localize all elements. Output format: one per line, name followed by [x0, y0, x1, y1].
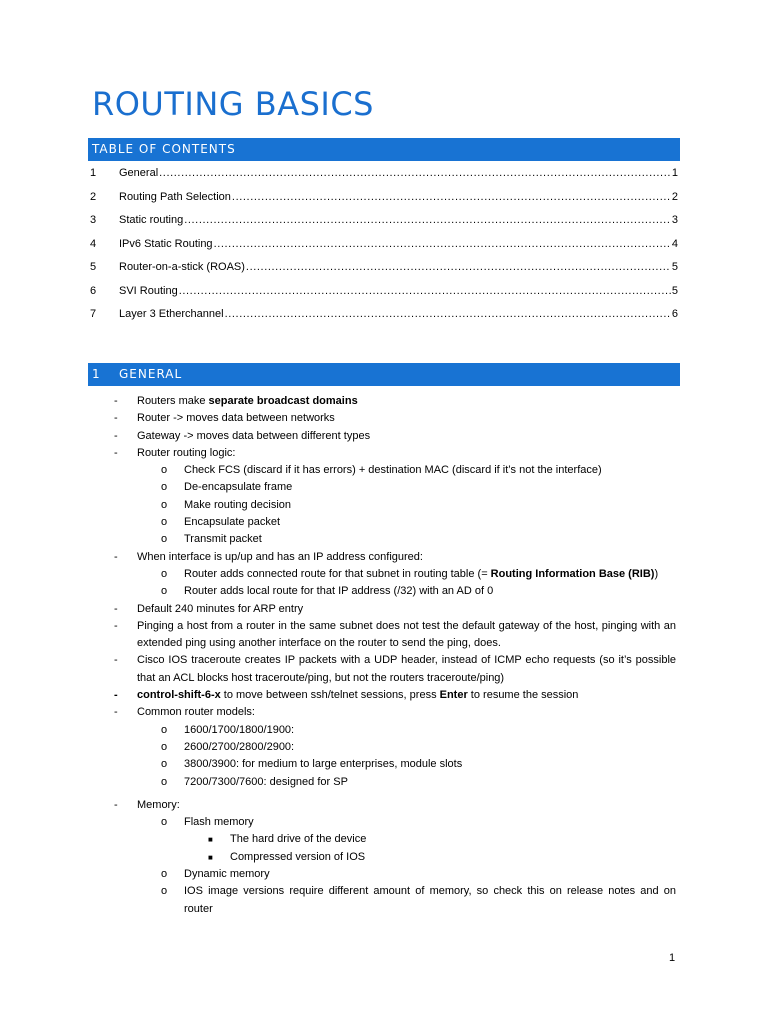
dash-bullet: - — [114, 412, 118, 425]
circle-bullet: o — [161, 533, 168, 546]
sub-list-item — [90, 814, 676, 831]
table-of-contents — [90, 167, 678, 332]
dash-bullet: - — [114, 619, 118, 632]
list-item-text: Dynamic memory — [184, 868, 270, 881]
emphasis-text: control-shift-6-x — [137, 689, 221, 702]
list-item-text: ) — [654, 567, 659, 580]
list-item-text: Compressed version of IOS — [230, 850, 366, 863]
dash-bullet: - — [114, 550, 118, 563]
toc-entry-number: 1 — [90, 167, 97, 179]
toc-entry-page: 5 — [671, 284, 678, 297]
toc-entry-label: Routing Path Selection — [119, 190, 231, 203]
dash-bullet: - — [114, 654, 118, 667]
section-title: GENERAL — [119, 367, 183, 381]
dash-bullet: - — [114, 706, 118, 719]
sub-list-item — [90, 883, 676, 918]
toc-leader-dots — [246, 261, 671, 273]
sub-list-item — [90, 722, 676, 739]
list-item — [90, 428, 676, 445]
circle-bullet: o — [161, 585, 168, 598]
toc-entry-label: Router-on-a-stick (ROAS) — [119, 261, 245, 273]
list-item — [90, 445, 676, 462]
toc-entry-number: 7 — [90, 308, 97, 320]
dash-bullet: - — [114, 602, 118, 615]
dash-bullet: - — [114, 429, 118, 442]
list-item-text: 3800/3900: for medium to large enterprises, module slots — [184, 758, 463, 771]
sub-list-item — [90, 514, 676, 531]
toc-entry-label: Static routing — [119, 214, 184, 226]
document-title: ROUTING BASICS — [92, 85, 374, 123]
toc-entry-static-routing[interactable] — [90, 214, 678, 238]
toc-entry-page: 5 — [671, 261, 678, 273]
list-item-text: 2600/2700/2800/2900: — [184, 740, 295, 753]
circle-bullet: o — [161, 816, 168, 829]
toc-header — [88, 138, 680, 161]
list-item — [90, 687, 676, 704]
list-item-text: De-encapsulate frame — [184, 481, 293, 494]
sub-list-item — [90, 583, 676, 600]
list-item-text: IOS image versions require different amount of memory, so check this on release notes and on router — [184, 885, 676, 915]
circle-bullet: o — [161, 885, 168, 898]
list-item-text: Pinging a host from a router in the same subnet does not test the default gateway of the host, pinging with an extended ping using another interface on the router to send the ping, does. — [137, 619, 676, 650]
sub-list-item — [90, 479, 676, 496]
toc-entry-router-on-a-stick[interactable] — [90, 261, 678, 285]
toc-entry-label: SVI Routing — [119, 284, 178, 297]
toc-header-label: TABLE OF CONTENTS — [92, 142, 236, 156]
toc-entry-page: 6 — [671, 308, 678, 320]
toc-leader-dots — [214, 238, 671, 250]
list-item — [90, 601, 676, 618]
list-item-text: Router -> moves data between networks — [137, 412, 335, 425]
emphasis-text: separate broadcast domains — [208, 395, 358, 407]
section-number: 1 — [92, 367, 101, 381]
toc-entry-label: General — [119, 167, 159, 179]
section-body — [90, 393, 676, 918]
list-item-text: Gateway -> moves data between different types — [137, 429, 371, 442]
circle-bullet: o — [161, 516, 168, 529]
list-item-text: Router routing logic: — [137, 446, 236, 459]
circle-bullet: o — [161, 567, 168, 580]
list-item-text: to resume the session — [467, 689, 579, 702]
list-item-text: Transmit packet — [184, 533, 262, 546]
toc-entry-layer3-etherchannel[interactable] — [90, 308, 678, 332]
square-bullet: ■ — [208, 835, 213, 845]
toc-leader-dots — [184, 214, 671, 226]
page-number: 1 — [669, 952, 676, 964]
dash-bullet: - — [114, 395, 118, 407]
toc-entry-number: 3 — [90, 214, 97, 226]
toc-leader-dots — [232, 191, 671, 203]
list-item-text: Routers make — [137, 395, 209, 407]
circle-bullet: o — [161, 868, 168, 881]
list-item-text: Router adds connected route for that subnet in routing table (= — [184, 567, 491, 580]
list-item-text: Cisco IOS traceroute creates IP packets with a UDP header, instead of ICMP echo requests (so it’s possible that an ACL blocks host traceroute/ping, but not the routers traceroute/ping) — [137, 654, 676, 684]
circle-bullet: o — [161, 498, 168, 511]
sub-list-item — [90, 462, 676, 479]
toc-entry-page: 1 — [671, 167, 678, 179]
toc-leader-dots — [179, 285, 671, 297]
list-item-text: Common router models: — [137, 706, 255, 719]
sub-list-item — [90, 739, 676, 756]
dash-bullet: - — [114, 798, 118, 811]
circle-bullet: o — [161, 723, 168, 736]
square-bullet: ■ — [208, 852, 213, 862]
toc-leader-dots — [159, 167, 671, 179]
toc-entry-svi-routing[interactable] — [90, 285, 678, 309]
circle-bullet: o — [161, 758, 168, 771]
list-item — [90, 797, 676, 814]
circle-bullet: o — [161, 464, 168, 477]
sub-list-item — [90, 566, 676, 583]
sub-list-item — [90, 497, 676, 514]
section-header-general — [88, 363, 680, 386]
toc-entry-label: IPv6 Static Routing — [119, 237, 213, 250]
circle-bullet: o — [161, 481, 168, 494]
toc-entry-number: 2 — [90, 190, 97, 203]
list-item — [90, 549, 676, 566]
list-item-text: 1600/1700/1800/1900: — [184, 723, 295, 736]
toc-entry-general[interactable] — [90, 167, 678, 191]
list-item-text: Make routing decision — [184, 498, 292, 511]
circle-bullet: o — [161, 740, 168, 753]
dash-bullet: - — [114, 446, 118, 459]
list-item-text: Flash memory — [184, 816, 254, 829]
toc-entry-page: 3 — [671, 214, 678, 226]
emphasis-text: Enter — [439, 689, 468, 702]
list-item-text: The hard drive of the device — [230, 833, 367, 846]
sub-list-item — [90, 531, 676, 548]
sub-sub-list-item — [90, 849, 676, 866]
toc-entry-routing-path-selection[interactable] — [90, 191, 678, 215]
list-item-text: 7200/7300/7600: designed for SP — [184, 775, 348, 788]
sub-list-item — [90, 756, 676, 773]
sub-list-item — [90, 866, 676, 883]
toc-entry-page: 4 — [671, 237, 678, 250]
list-item — [90, 652, 676, 687]
list-item-text: Memory: — [137, 798, 180, 811]
sub-sub-list-item — [90, 831, 676, 848]
toc-entry-number: 6 — [90, 284, 97, 297]
circle-bullet: o — [161, 775, 168, 788]
list-item-text: Router adds local route for that IP address (/32) with an AD of 0 — [184, 585, 494, 598]
toc-entry-ipv6-static-routing[interactable] — [90, 238, 678, 262]
sub-list-item — [90, 774, 676, 791]
toc-entry-number: 4 — [90, 237, 97, 250]
list-item — [90, 704, 676, 721]
toc-entry-page: 2 — [671, 190, 678, 203]
toc-entry-label: Layer 3 Etherchannel — [119, 308, 224, 320]
list-item-text: Encapsulate packet — [184, 516, 281, 529]
list-item-text: When interface is up/up and has an IP address configured: — [137, 550, 423, 563]
list-item-text: to move between ssh/telnet sessions, press — [220, 689, 440, 702]
list-item-text: Check FCS (discard if it has errors) + destination MAC (discard if it’s not the interface) — [184, 464, 602, 477]
dash-bullet: - — [114, 689, 118, 702]
list-item-text: Default 240 minutes for ARP entry — [137, 602, 304, 615]
list-item — [90, 410, 676, 427]
list-item — [90, 393, 676, 410]
emphasis-text: Routing Information Base (RIB) — [490, 567, 655, 580]
toc-entry-number: 5 — [90, 261, 97, 273]
list-item — [90, 618, 676, 653]
toc-leader-dots — [225, 308, 671, 320]
